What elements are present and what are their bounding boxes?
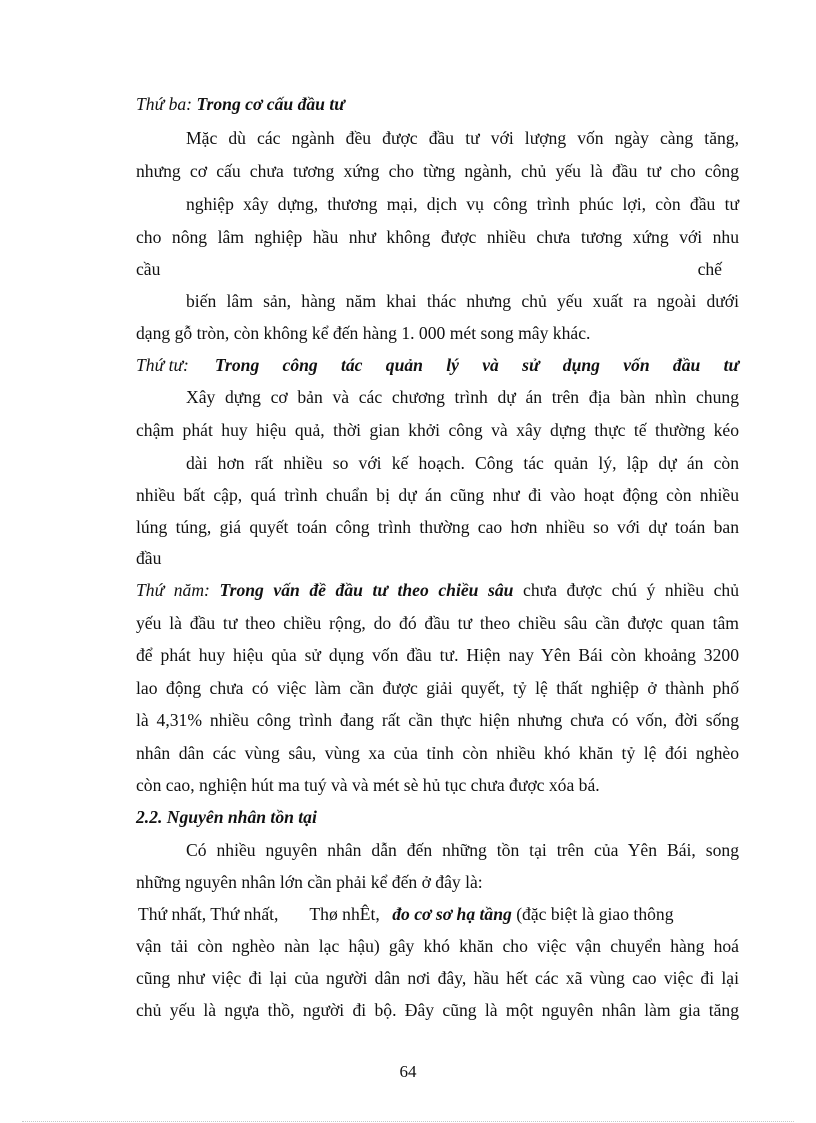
text-line: đầu bbox=[136, 548, 162, 568]
heading-text: Trong vấn đề đầu tư theo chiều sâu bbox=[219, 580, 514, 600]
heading-garbled-text: Thø nhÊt, bbox=[309, 904, 380, 924]
heading-text: Trong cơ cấu đầu tư bbox=[196, 94, 345, 114]
heading-continuation: (đặc biệt là giao thông bbox=[516, 904, 674, 924]
section-heading-2-2: 2.2. Nguyên nhân tồn tại bbox=[136, 807, 317, 827]
heading-label: Thứ tư: bbox=[136, 355, 189, 375]
text-line: biến lâm sản, hàng năm khai thác nhưng chủ yếu xuất ra ngoài dưới bbox=[186, 291, 739, 311]
text-line: Xây dựng cơ bản và các chương trình dự án trên địa bàn nhìn chung bbox=[186, 387, 739, 407]
section-heading-thu-ba bbox=[136, 92, 739, 116]
text-line: những nguyên nhân lớn cần phải kể đến ở đây là: bbox=[136, 872, 483, 892]
heading-continuation: chưa được chú ý nhiều chủ bbox=[523, 580, 739, 600]
text-line: yếu là đầu tư theo chiều rộng, do đó đầu tư theo chiều sâu cần được quan tâm bbox=[136, 613, 739, 633]
heading-prefix: Thứ nhất, Thứ nhất, bbox=[138, 904, 279, 924]
split-text-line bbox=[136, 257, 739, 281]
text-line: nghiệp xây dựng, thương mại, dịch vụ công trình phúc lợi, còn đầu tư bbox=[186, 194, 739, 214]
text-line: cho nông lâm nghiệp hầu như không được nhiều chưa tương xứng với nhu bbox=[136, 227, 739, 247]
text-fragment-right: chế bbox=[697, 259, 722, 279]
section-heading-thu-tu bbox=[136, 353, 739, 377]
text-line: lúng túng, giá quyết toán công trình thường cao hơn nhiều so với dự toán ban bbox=[136, 517, 739, 537]
page-number: 64 bbox=[399, 1062, 417, 1081]
text-line: còn cao, nghiện hút ma tuý và và mét sè hủ tục chưa được xóa bá. bbox=[136, 775, 600, 795]
heading-text: đo cơ sơ hạ tầng bbox=[392, 904, 512, 924]
text-line: Mặc dù các ngành đều được đầu tư với lượng vốn ngày càng tăng, bbox=[186, 128, 739, 148]
text-line: nhiều bất cập, quá trình chuẩn bị dự án cũng như đi vào hoạt động còn nhiều bbox=[136, 485, 739, 505]
text-line: Có nhiều nguyên nhân dẫn đến những tồn tại trên của Yên Bái, song bbox=[186, 840, 739, 860]
text-line: nhưng cơ cấu chưa tương xứng cho từng ngành, chủ yếu là đầu tư cho công bbox=[136, 161, 739, 181]
heading-label: Thứ năm: bbox=[136, 580, 210, 600]
text-line: dạng gỗ tròn, còn không kể đến hàng 1. 000 mét song mây khác. bbox=[136, 323, 591, 343]
section-heading-thu-nhat bbox=[138, 902, 739, 926]
text-line: là 4,31% nhiều công trình đang rất cần thực hiện nhưng chưa có vốn, đời sống bbox=[136, 710, 739, 730]
text-fragment-left: cầu bbox=[136, 259, 161, 279]
heading-text: Trong công tác quản lý và sử dụng vốn đầu tư bbox=[214, 355, 739, 375]
text-line: chủ yếu là ngựa thồ, người đi bộ. Đây cũng là một nguyên nhân làm gia tăng bbox=[136, 1000, 739, 1020]
text-line: chậm phát huy hiệu quả, thời gian khởi công và xây dựng thực tế thường kéo bbox=[136, 420, 739, 440]
text-line: vận tải còn nghèo nàn lạc hậu) gây khó khăn cho việc vận chuyển hàng hoá bbox=[136, 936, 739, 956]
text-line: nhân dân các vùng sâu, vùng xa của tỉnh còn nhiều khó khăn tỷ lệ đói nghèo bbox=[136, 743, 739, 763]
text-line: cũng như việc đi lại của người dân nơi đây, hầu hết các xã vùng cao việc đi lại bbox=[136, 968, 739, 988]
section-heading-thu-nam bbox=[136, 578, 739, 602]
text-line: lao động chưa có việc làm cần được giải quyết, tỷ lệ thất nghiệp ở thành phố bbox=[136, 678, 739, 698]
heading-label: Thứ ba: bbox=[136, 94, 193, 114]
text-line: dài hơn rất nhiều so với kế hoạch. Công tác quản lý, lập dự án còn bbox=[186, 453, 739, 473]
text-line: để phát huy hiệu qủa sử dụng vốn đầu tư. Hiện nay Yên Bái còn khoảng 3200 bbox=[136, 645, 739, 665]
page-bottom-divider bbox=[22, 1121, 794, 1122]
